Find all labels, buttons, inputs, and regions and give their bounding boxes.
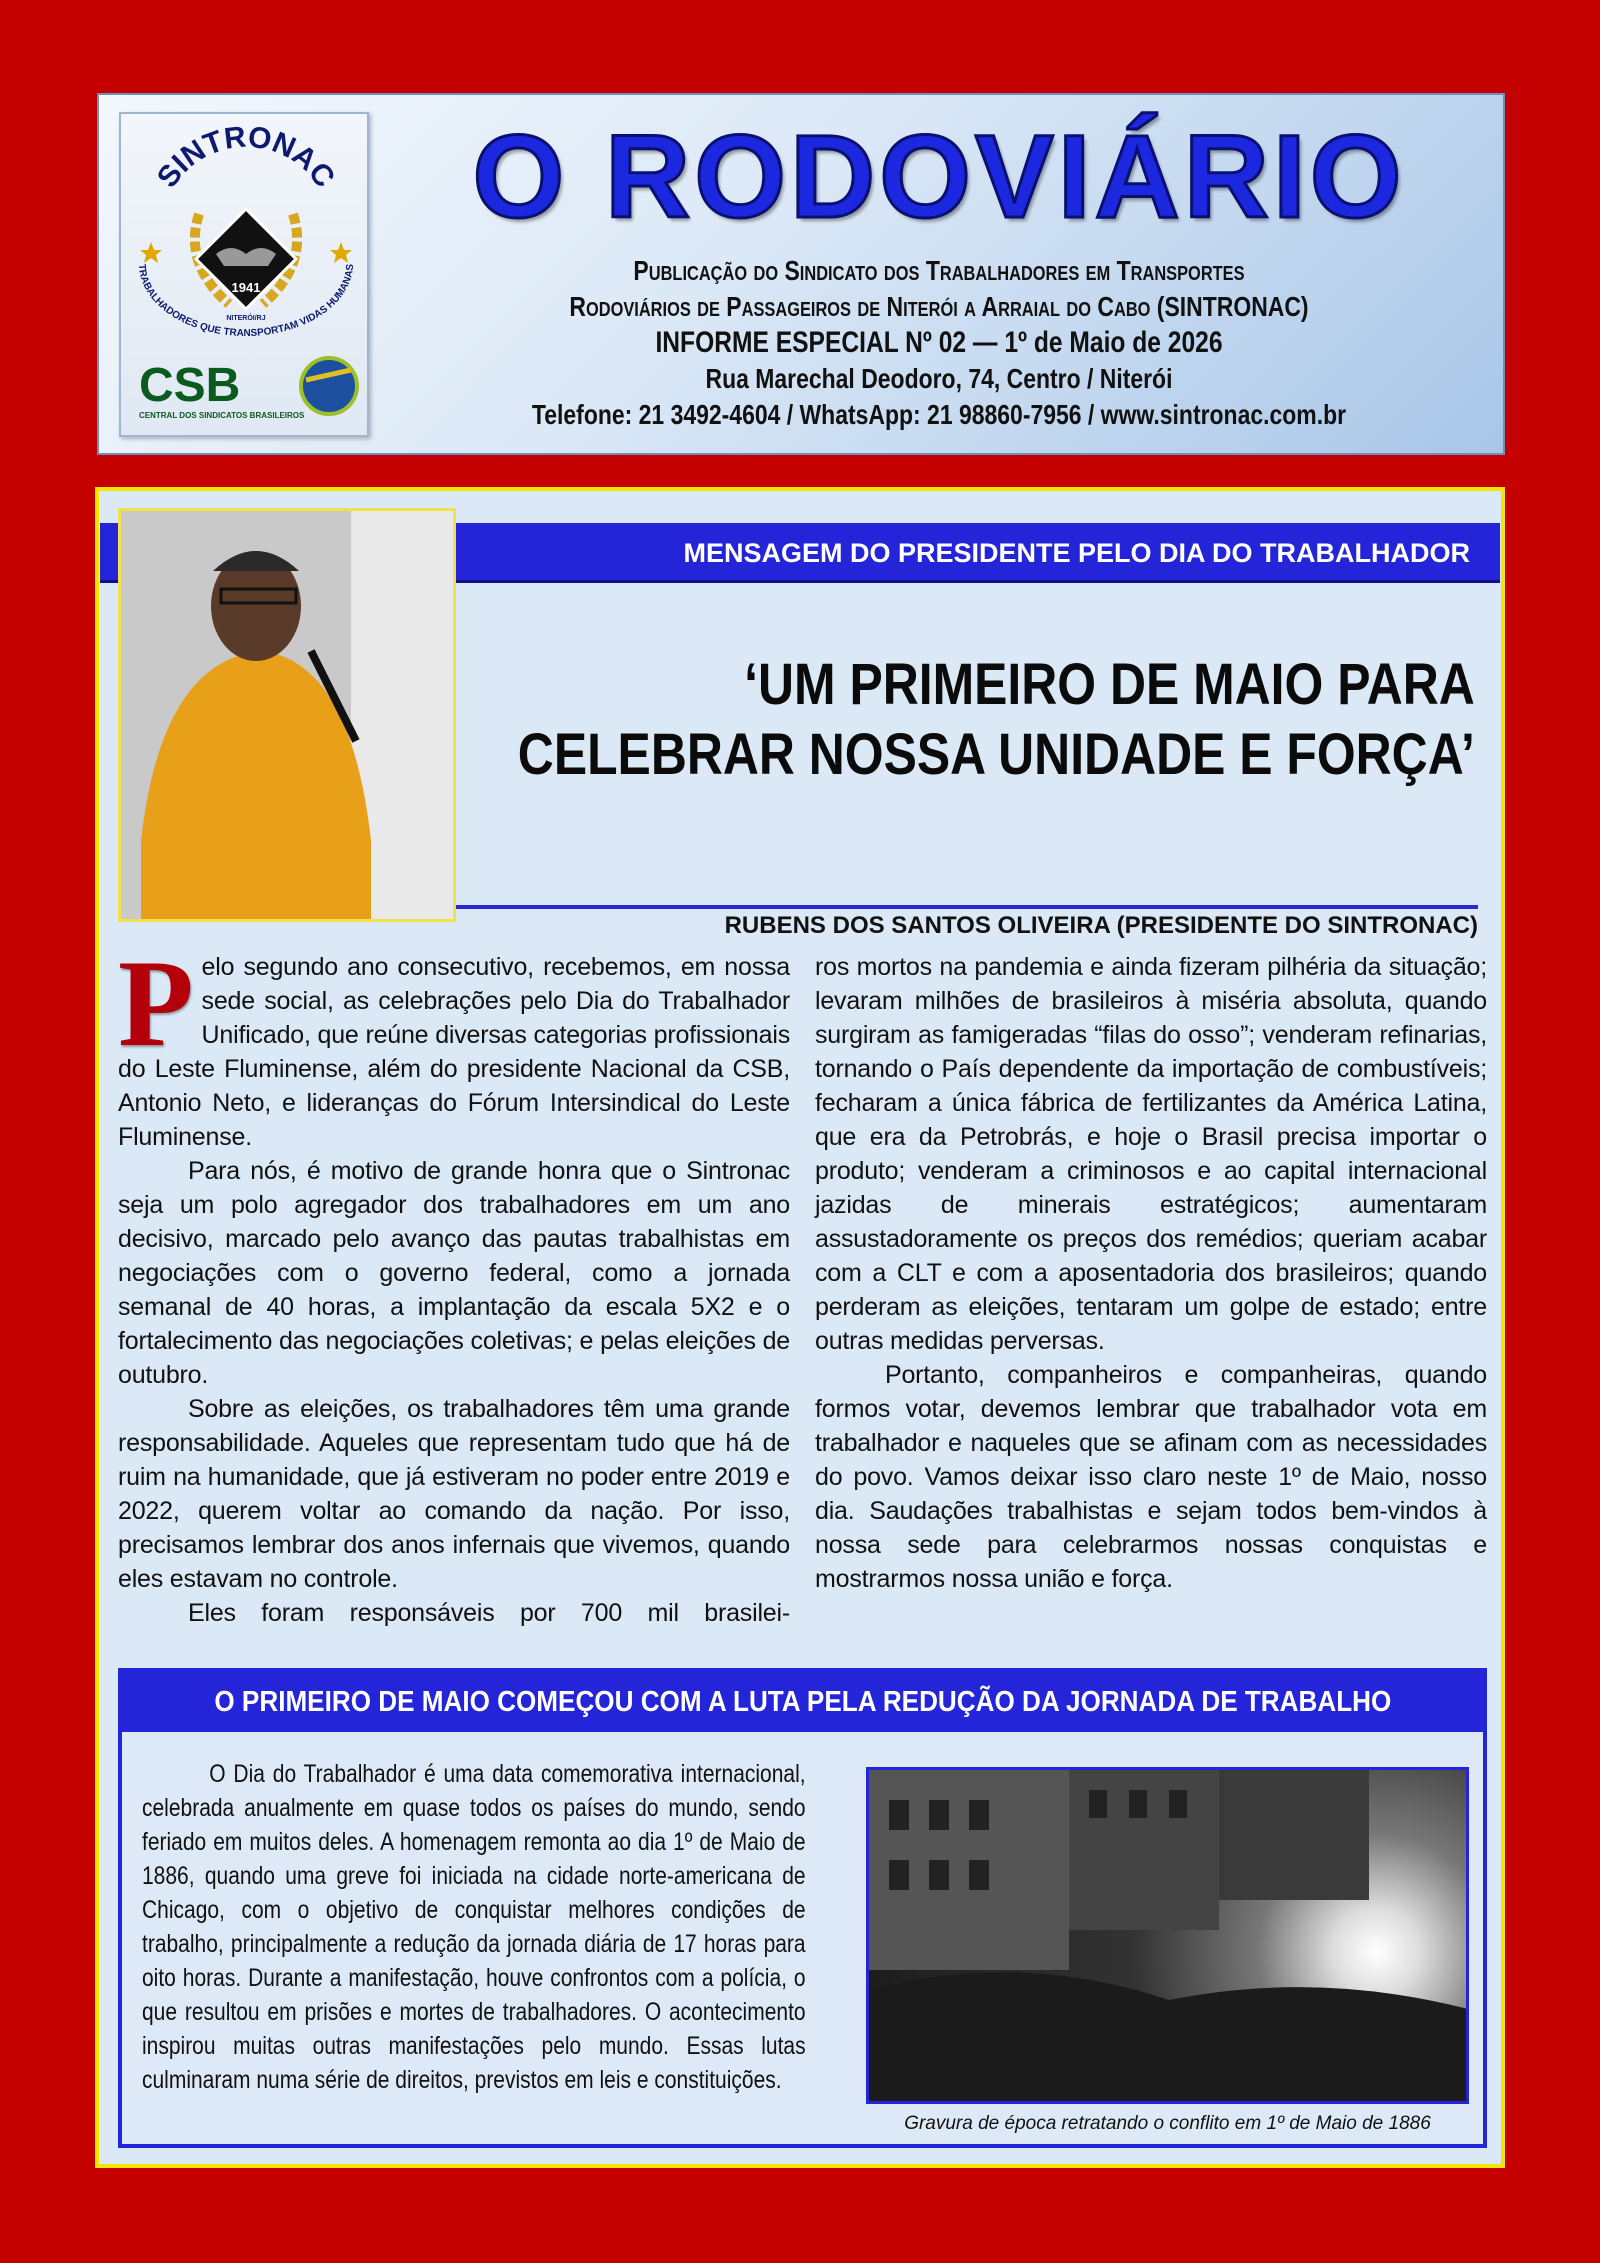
drop-cap: P: [118, 935, 194, 1072]
csb-full-name: CENTRAL DOS SINDICATOS BRASILEIROS: [139, 411, 305, 420]
contact-line: Telefone: 21 3492-4604 / WhatsApp: 21 98860-7956 / www.sintronac.com.br: [531, 399, 1347, 430]
paragraph: Para nós, é motivo de grande honra que o Sintronac seja um polo agregador dos trabalhadores em um ano decisivo, marcado pelo avanço das pautas trabalhistas em negociações com o governo federal, como a jornada semanal de 40 horas, a implantação da escala 5X2 e o fortalecimento das negociações coletivas; e pelas eleições de outubro.: [118, 1157, 790, 1389]
paragraph: Eles foram responsáveis por 700 mil brasilei-: [188, 1599, 790, 1627]
logo-motto: TRABALHADORES QUE TRANSPORTAM VIDAS HUMANAS: [135, 263, 357, 340]
star-icon: [140, 242, 162, 263]
star-icon: [330, 242, 352, 263]
publisher-line-2: Rodoviários de Passageiros de Niterói a Arraial do Cabo (SINTRONAC): [569, 291, 1309, 322]
logo-panel: [119, 112, 369, 437]
history-box: [118, 1668, 1487, 2148]
image-caption: Gravura de época retratando o conflito em 1º de Maio de 1886: [904, 2113, 1431, 2134]
paragraph: elo segundo ano consecutivo, recebemos, em nossa sede social, as celebrações pelo Dia do Trabalhador Unificado, que reúne diversas categorias profissionais do Leste Fluminense, além do presidente Nacional da CSB, Antonio Neto, e lideranças do Fórum Intersindical do Leste Fluminense.: [118, 953, 790, 1151]
headline-line-2: CELEBRAR NOSSA UNIDADE E FORÇA’: [517, 722, 1475, 787]
paragraph: Sobre as eleições, os trabalhadores têm uma grande responsabilidade. Aqueles que representam tudo que há de ruim na humanidade, que já estiveram no poder entre 2019 e 2022, querem voltar ao comando da nação. Por isso, precisamos lembrar dos anos infernais que vivemos, quando eles estavam no controle.: [118, 1395, 790, 1593]
sintronac-logo: [121, 114, 371, 439]
headline: [518, 650, 1475, 790]
history-heading: O PRIMEIRO DE MAIO COMEÇOU COM A LUTA PELA REDUÇÃO DA JORNADA DE TRABALHO: [122, 1672, 1483, 1732]
byline: RUBENS DOS SANTOS OLIVEIRA (PRESIDENTE DO SINTRONAC): [724, 912, 1478, 939]
publisher-line-1: Publicação do Sindicato dos Trabalhadores em Transportes: [633, 255, 1245, 286]
section-banner: MENSAGEM DO PRESIDENTE PELO DIA DO TRABALHADOR: [100, 523, 1500, 583]
byline-divider: [456, 905, 1478, 909]
masthead: [97, 93, 1505, 455]
logo-name: SINTRONAC: [150, 120, 342, 194]
article-column-left: [118, 935, 790, 1630]
logo-year: 1941: [231, 280, 261, 295]
logo-city: NITERÓI/RJ: [226, 315, 266, 322]
paragraph: Portanto, companheiros e companheiras, quando formos votar, devemos lembrar que trabalhador vota em trabalhador e naqueles que se afinam com as necessidades do povo. Vamos deixar isso claro neste 1º de Maio, nosso dia. Saudações trabalhistas e sejam todos bem-vindos à nossa sede para celebrarmos nossas conquistas e mostrarmos nossa união e força.: [815, 1361, 1487, 1593]
headline-line-1: ‘UM PRIMEIRO DE MAIO PARA: [744, 652, 1475, 717]
article-column-right: [815, 950, 1487, 1596]
haymarket-engraving: [866, 1767, 1469, 2104]
newsletter-title: O RODOVIÁRIO: [472, 111, 1406, 243]
paragraph: ros mortos na pandemia e ainda fizeram pilhéria da situação; levaram milhões de brasileiros à miséria absoluta, quando surgiram as famigeradas “filas do osso”; venderam refinarias, tornando o País dependente da importação de combustíveis; fecharam a única fábrica de fertilizantes da América Latina, que era da Petrobrás, e hoje o Brasil precisa importar o produto; venderam a criminosos e ao capital internacional jazidas de minerais estratégicos; aumentaram assustadoramente os preços dos remédios; queriam acabar com a CLT e com a aposentadoria dos brasileiros; quando perderam as eleições, tentaram um golpe de estado; entre outras medidas perversas.: [815, 953, 1487, 1355]
history-text: O Dia do Trabalhador é uma data comemorativa internacional, celebrada anualmente em quase todos os países do mundo, sendo feriado em muitos deles. A homenagem remonta ao dia 1º de Maio de 1886, quando uma greve foi iniciada na cidade norte-americana de Chicago, com o objetivo de conquistar melhores condições de trabalho, principalmente a redução da jornada diária de 17 horas para oito horas. Durante a manifestação, houve confrontos com a polícia, o que resultou em prisões e mortes de trabalhadores. O acontecimento inspirou muitas outras manifestações pelo mundo. Essas lutas culminaram numa série de direitos, previstos em leis e constituições.: [142, 1760, 806, 2094]
svg-text:SINTRONAC: [151, 120, 341, 193]
president-photo: [118, 508, 456, 922]
csb-logo: CSB: [139, 359, 241, 412]
issue-line: INFORME ESPECIAL Nº 02 — 1º de Maio de 2026: [655, 326, 1223, 359]
address-line: Rua Marechal Deodoro, 74, Centro / Niterói: [705, 363, 1173, 394]
